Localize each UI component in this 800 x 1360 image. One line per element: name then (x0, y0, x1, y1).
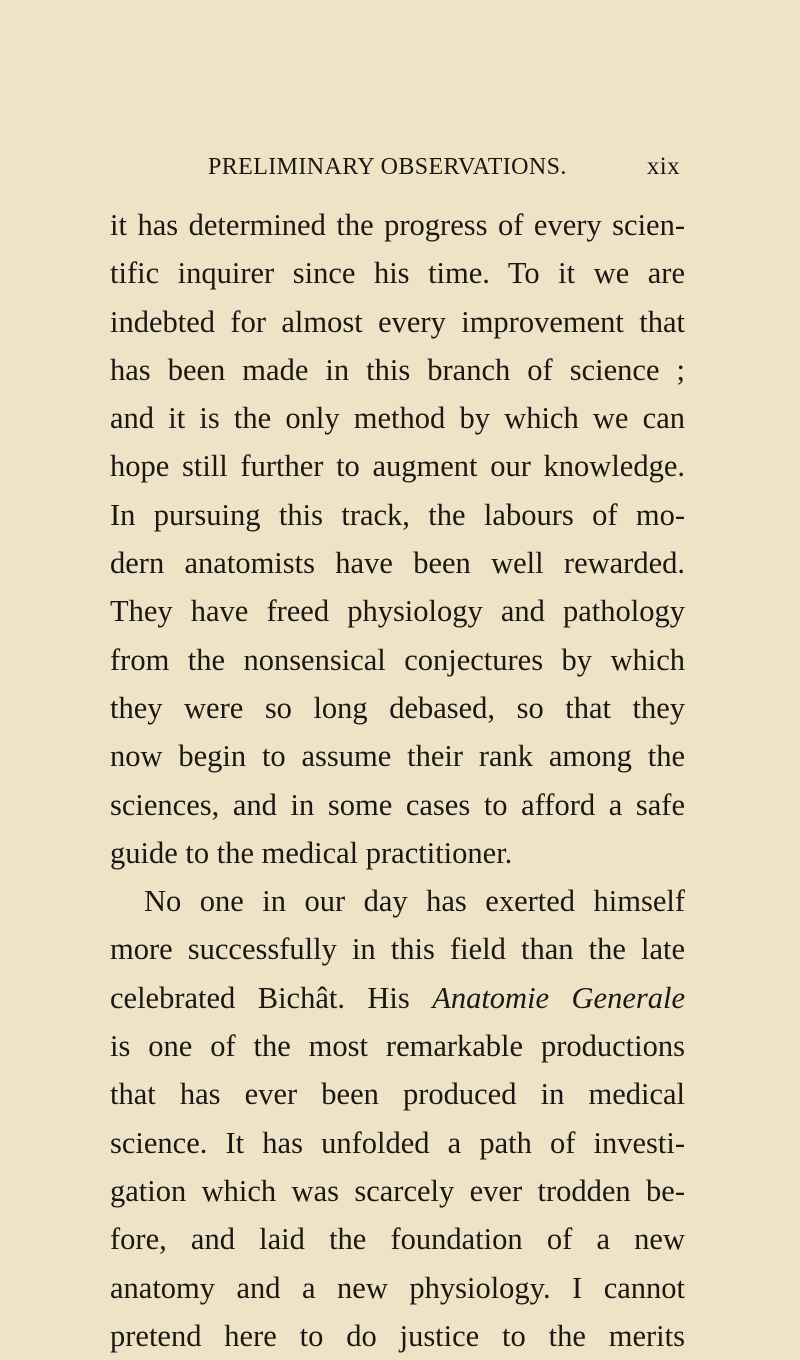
text-line: tific inquirer since his time. To it we are (110, 256, 685, 291)
text-line: No one in our day has exerted himself (144, 884, 685, 919)
text-line: dern anatomists have been well rewarded. (110, 546, 685, 581)
text-line: it has determined the progress of every scien- (110, 208, 685, 242)
italic-book-title: Anatomie Generale (432, 980, 686, 1015)
text-line: they were so long debased, so that they (110, 690, 685, 725)
text-line: has been made in this branch of science ; (110, 352, 685, 387)
page-number: xix (646, 153, 680, 180)
text-line: fore, and laid the foundation of a new (110, 1222, 685, 1257)
text-line: and it is the only method by which we can (110, 401, 685, 436)
text-line: is one of the most remarkable productions (110, 1029, 685, 1064)
text-line: that has ever been produced in medical (110, 1077, 685, 1112)
text-segment: celebrated Bichât. His (110, 980, 433, 1015)
text-line: more successfully in this field than the late (110, 932, 685, 967)
text-line-with-title (110, 974, 685, 1022)
text-line: from the nonsensical conjectures by which (110, 642, 685, 677)
text-line: guide to the medical practitioner. (110, 835, 513, 870)
body-text (110, 201, 685, 1360)
text-line: sciences, and in some cases to afford a safe (110, 787, 685, 822)
text-line: They have freed physiology and pathology (110, 594, 685, 629)
text-line: In pursuing this track, the labours of mo- (110, 497, 685, 532)
running-title: PRELIMINARY OBSERVATIONS. (208, 153, 567, 180)
text-line: anatomy and a new physiology. I cannot (110, 1270, 685, 1305)
text-line: now begin to assume their rank among the (110, 739, 685, 774)
text-line: gation which was scarcely ever trodden be- (110, 1173, 685, 1208)
text-line: science. It has unfolded a path of investi- (110, 1125, 685, 1160)
text-line: pretend here to do justice to the merits (110, 1318, 685, 1353)
text-line: hope still further to augment our knowledge. (110, 449, 685, 484)
text-line: indebted for almost every improvement that (110, 304, 685, 339)
running-head (208, 150, 680, 184)
